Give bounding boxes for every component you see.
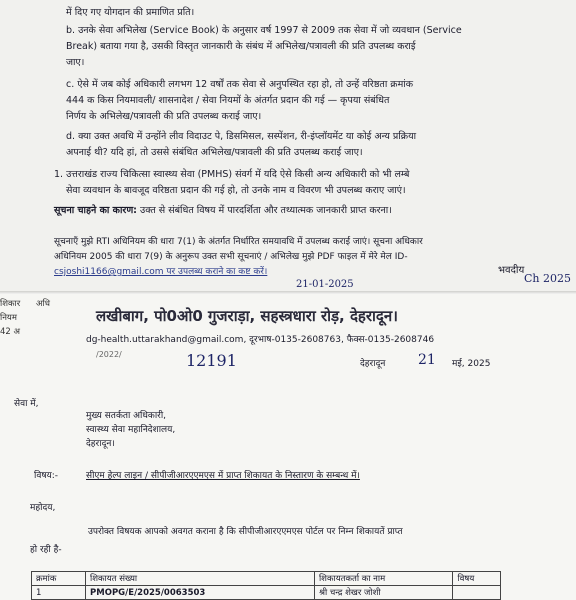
body-line1: उपरोक्त विषयक आपको अवगत कराना है कि सीपीजीआरएएमएस पोर्टल पर निम्न शिकायतें प्राप्त: [88, 527, 403, 537]
table-cell: श्री चन्द्र शेखर जोशी: [314, 586, 453, 600]
column-header: शिकायत संख्या: [86, 572, 315, 586]
margin-note: नियम: [0, 313, 17, 323]
email-link[interactable]: csjoshi1166@gmail.com पर उपलब्ध कराने का कष्ट करें।: [54, 267, 268, 277]
salutation: महोदय,: [30, 503, 56, 513]
point-1-line2: सेवा व्यवधान के बावजूद वरिष्ठता प्रदान की गई हो, तो उनके नाम व विवरण भी उपलब्ध कराए जाएं।: [66, 185, 406, 196]
column-header: क्रमांक: [32, 572, 86, 586]
reason-label: सूचना चाहने का कारण:: [54, 205, 137, 216]
reason-row: [54, 204, 392, 217]
subject-label: विषय:-: [34, 471, 59, 481]
item-d-line1: d. क्या उक्त अवधि में उन्होंने लीव विदाउट पे, डिसमिसल, सस्पेंशन, री-इंप्लॉयमेंट या कोई अन्य प्रक्रिया: [66, 131, 417, 142]
request-line2: अधिनियम 2005 की धारा 7(9) के अनुरूप उक्त सभी सूचनाएं / अभिलेख मुझे PDF फाइल में मेरे मेल ID-: [54, 252, 408, 262]
column-header: विषय: [453, 572, 501, 586]
signature-label: भवदीय: [498, 265, 525, 276]
point-1-line1: 1. उत्तराखंड राज्य चिकित्सा स्वास्थ्य सेवा (PMHS) संवर्ग में यदि ऐसे किसी अन्य अधिकारी को भी लम्बे: [54, 169, 410, 180]
letter-month-year: मई, 2025: [452, 359, 491, 369]
table-cell: PMOPG/E/2025/0063503: [86, 586, 315, 600]
reference-number: /2022/: [96, 350, 122, 359]
item-c-line3: निर्णय के अभिलेख/पत्रावली की प्रति उपलब्ध कराई जाए।: [66, 111, 262, 122]
subject-text: सीएम हेल्प लाइन / सीपीजीआरएएमएस में प्राप्त शिकायत के निस्तारण के सम्बन्ध में।: [86, 471, 360, 481]
complaint-table: [31, 571, 501, 600]
reason-text: उक्त से संबंधित विषय में पारदर्शिता और तथ्यात्मक जानकारी प्राप्त करना।: [140, 205, 392, 216]
addressee-line3: देहरादून।: [86, 439, 115, 449]
item-c-line1: c. ऐसे में जब कोई अधिकारी लगभग 12 वर्षों तक सेवा से अनुपस्थित रहा हो, तो उन्हें वरिष्ठता क्रमांक: [66, 79, 414, 90]
handwritten-date: 21-01-2025: [296, 279, 354, 290]
addressee-line2: स्वास्थ्य सेवा महानिदेशालय,: [86, 425, 176, 435]
addressee-line1: मुख्य सतर्कता अधिकारी,: [86, 411, 167, 421]
addressee-label: सेवा में,: [14, 399, 39, 409]
letterhead-address: लखीबाग, पो0ओ0 गुजराड़ा, सहस्त्रधारा रोड़, देहरादून।: [96, 307, 398, 325]
letterhead-contact: dg-health.uttarakhand@gmail.com, दूरभाष-0135-2608763, फैक्स-0135-2608746: [86, 335, 435, 345]
handwritten-reference: 12191: [186, 351, 237, 370]
request-line1: सूचनाएँ मुझे RTI अधिनियम की धारा 7(1) के अंतर्गत निर्धारित समयावधि में उपलब्ध कराई जाएं। सूचना अधिकार: [54, 237, 423, 247]
margin-note: शिकार: [0, 299, 21, 309]
item-d-line2: अपनाई थी? यदि हां, तो उससे संबंधित अभिलेख/पत्रावली की प्रति उपलब्ध कराई जाए।: [66, 147, 363, 158]
table-row: [32, 586, 501, 600]
table-cell: 1: [32, 586, 86, 600]
item-c-line2: 444 क किस नियमावली/ शासनादेश / सेवा नियमों के अंतर्गत प्रदान की गई — कृपया संबंधित: [66, 95, 390, 106]
item-b-line3: जाए।: [66, 57, 85, 68]
text-line: में दिए गए योगदान की प्रमाणित प्रति।: [66, 7, 195, 18]
item-b-line1: b. उनके सेवा अभिलेख (Service Book) के अनुसार वर्ष 1997 से 2009 तक सेवा में जो व्यवधान (Service: [66, 25, 462, 36]
letter-day: 21: [418, 352, 436, 368]
request-line3: [54, 266, 267, 279]
item-b-line2: Break) बताया गया है, उसकी विस्तृत जानकारी के संबंध में अभिलेख/पत्रावली की प्रति उपलब्ध कराई: [66, 41, 416, 52]
margin-note: 42 अ: [0, 327, 21, 337]
body-line2: हो रही है-: [30, 545, 62, 555]
table-cell: [453, 586, 501, 600]
column-header: शिकायतकर्ता का नाम: [314, 572, 453, 586]
signature: Ch 2025: [524, 272, 571, 285]
margin-note: अधि: [36, 299, 50, 309]
table-header-row: [32, 572, 501, 586]
directorate-letter-page: [0, 294, 576, 600]
letter-place: देहरादून: [360, 359, 386, 369]
rti-application-page: [0, 0, 576, 292]
